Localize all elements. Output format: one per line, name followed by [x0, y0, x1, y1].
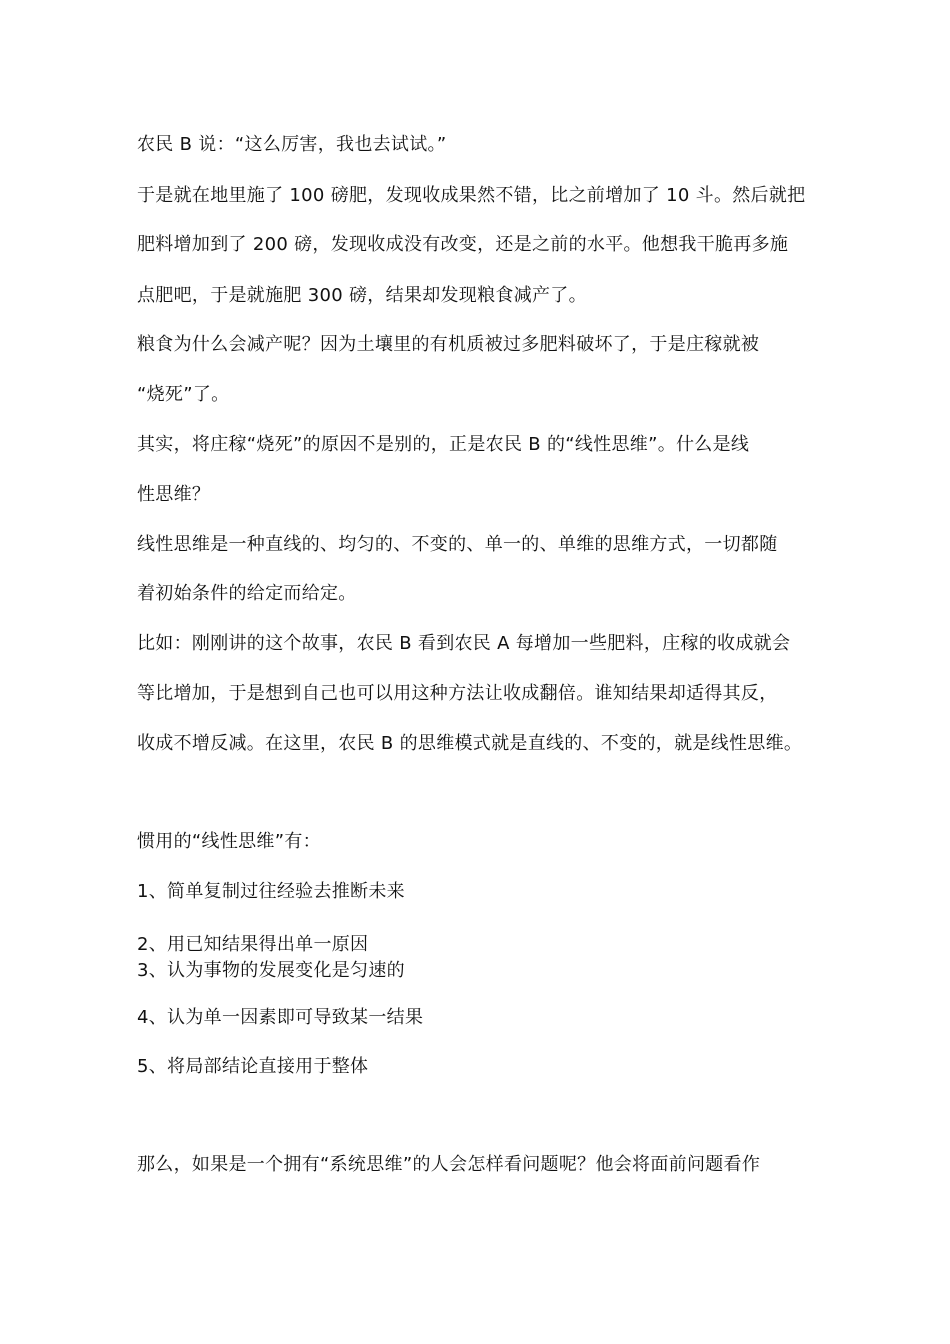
paragraph-line-final: 那么，如果是一个拥有“系统思维”的人会怎样看问题呢？他会将面前问题看作 — [137, 1154, 761, 1175]
paragraph-line-8: 性思维？ — [137, 484, 211, 505]
paragraph-line-12: 等比增加，于是想到自己也可以用这种方法让收成翻倍。谁知结果却适得其反， — [137, 683, 778, 704]
list-item-1: 1、简单复制过往经验去推断未来 — [137, 881, 405, 902]
paragraph-line-1: 农民 B 说：“这么厉害，我也去试试。” — [137, 134, 447, 155]
paragraph-line-13: 收成不增反减。在这里，农民 B 的思维模式就是直线的、不变的，就是线性思维。 — [137, 733, 803, 754]
paragraph-line-7: 其实，将庄稼“烧死”的原因不是别的，正是农民 B 的“线性思维”。什么是线 — [137, 434, 750, 455]
paragraph-line-6: “烧死”了。 — [137, 384, 230, 405]
list-item-3: 3、认为事物的发展变化是匀速的 — [137, 960, 405, 981]
paragraph-line-3: 肥料增加到了 200 磅，发现收成没有改变，还是之前的水平。他想我干脆再多施 — [137, 234, 789, 255]
paragraph-line-5: 粮食为什么会减产呢？因为土壤里的有机质被过多肥料破坏了，于是庄稼就被 — [137, 334, 760, 355]
list-item-4: 4、认为单一因素即可导致某一结果 — [137, 1007, 424, 1028]
paragraph-line-11: 比如：刚刚讲的这个故事，农民 B 看到农民 A 每增加一些肥料，庄稼的收成就会 — [137, 633, 791, 654]
list-item-2: 2、用已知结果得出单一原因 — [137, 934, 369, 955]
list-heading: 惯用的“线性思维”有： — [137, 831, 321, 852]
paragraph-line-4: 点肥吧，于是就施肥 300 磅，结果却发现粮食减产了。 — [137, 285, 587, 306]
list-item-5: 5、将局部结论直接用于整体 — [137, 1056, 369, 1077]
paragraph-line-9: 线性思维是一种直线的、均匀的、不变的、单一的、单维的思维方式，一切都随 — [137, 534, 778, 555]
paragraph-line-10: 着初始条件的给定而给定。 — [137, 583, 357, 604]
paragraph-line-2: 于是就在地里施了 100 磅肥，发现收成果然不错，比之前增加了 10 斗。然后就把 — [137, 185, 806, 206]
